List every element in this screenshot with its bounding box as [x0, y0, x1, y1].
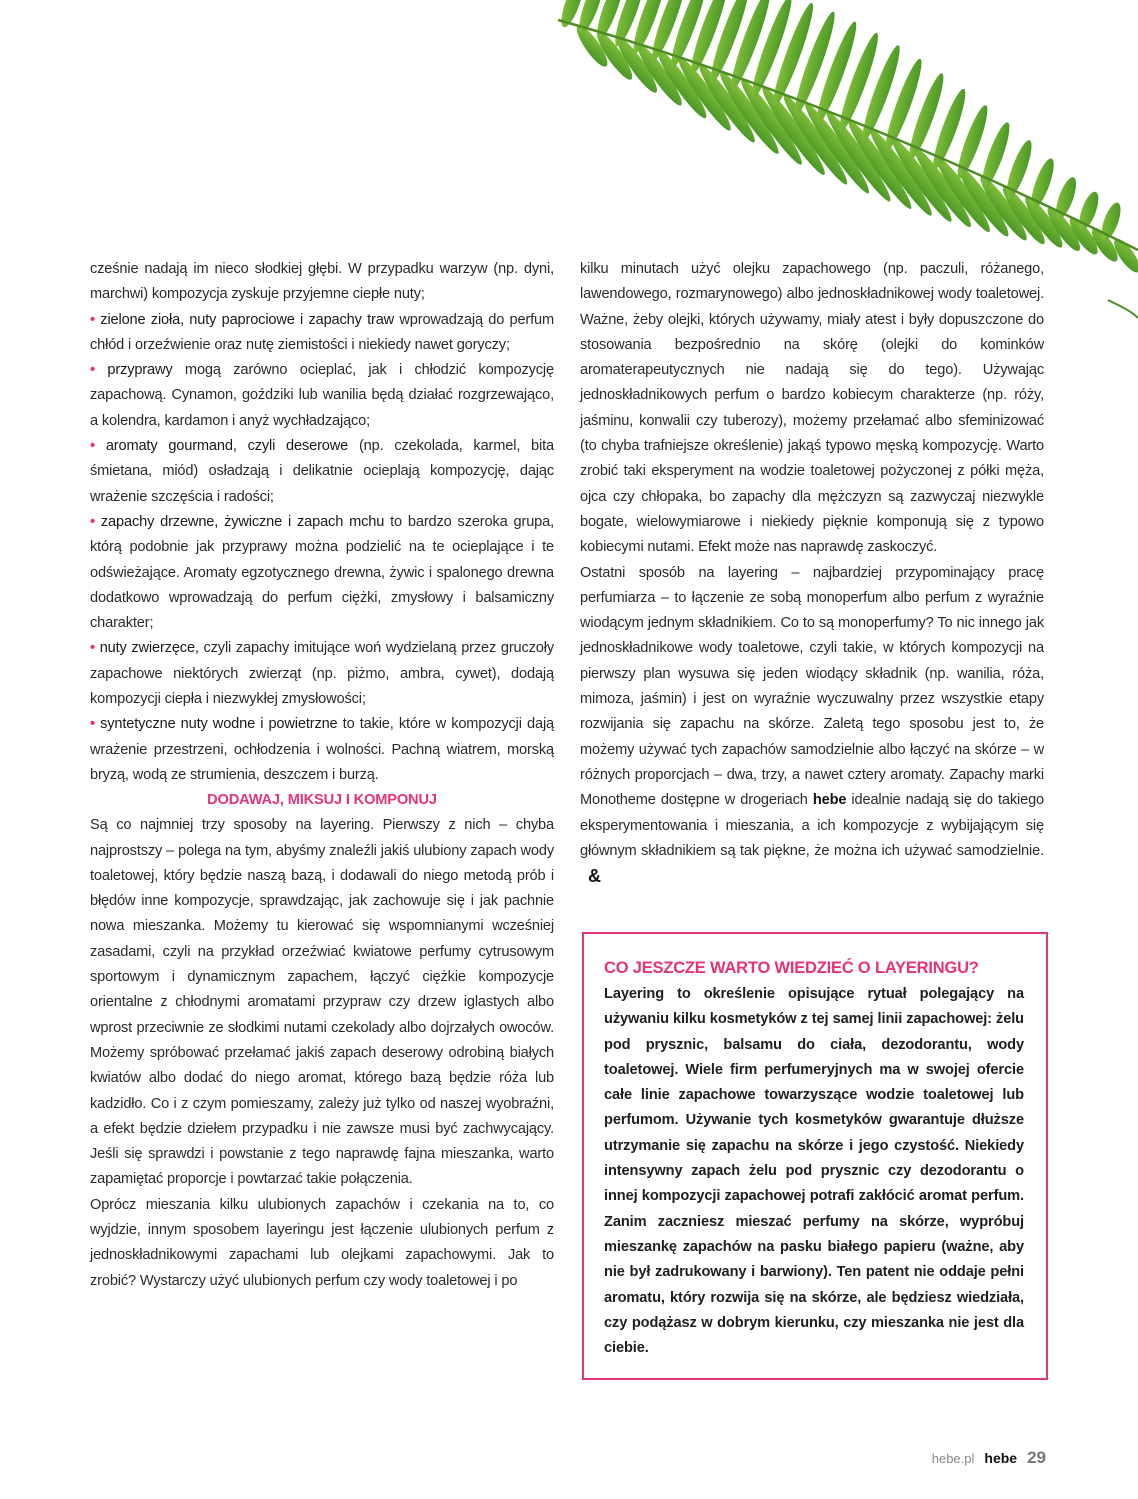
bullet-text: (np. czekolada, karmel, bita śmietana, miód) osładzają i delikatnie ocieplają kompozycję, dając wrażenie szczęścia i radości;	[90, 438, 554, 505]
bullet-icon: •	[90, 513, 95, 530]
footer-logo: hebe	[984, 1450, 1018, 1466]
intro-paragraph: cześnie nadają im nieco słodkiej głębi. W przypadku warzyw (np. dyni, marchwi) kompozycja zyskuje przyjemne ciepłe nuty;	[90, 261, 554, 303]
end-mark-icon: &	[588, 866, 601, 887]
bullet-text: to takie, które w kompozycji dają wrażenie przestrzeni, ochłodzenia i wolności. Pachną wiatrem, morską bryzą, wodą ze strumienia, deszczem i burzą.	[90, 716, 555, 783]
page-number: 29	[1027, 1448, 1046, 1467]
right-paragraph-2	[580, 561, 1044, 892]
bullet-text: mogą zarówno ocieplać, jak i chłodzić kompozycję zapachową. Cynamon, goździki lub wanilia będą działać rozgrzewająco, a kolendra, kardamon i anyż wychładzająco;	[90, 362, 554, 429]
bullet-term: aromaty gourmand, czyli deserowe	[105, 438, 349, 455]
page-footer	[932, 1448, 1046, 1468]
bullet-list	[90, 308, 554, 789]
brand-name: hebe	[812, 792, 847, 809]
footer-site: hebe.pl	[931, 1451, 975, 1466]
info-box	[582, 932, 1048, 1380]
bullet-term: zielone zioła, nuty paprociowe i zapachy traw	[100, 311, 395, 328]
info-box-body: Layering to określenie opisujące rytuał polegający na używaniu kilku kosmetyków z tej samej linii zapachowej: żelu pod prysznic, balsamu do ciała, dezodorantu, wody toaletowej. Wiele firm perfumeryjnych ma w swojej ofercie całe linie zapachowe towarzyszące wodzie toaletowej lub perfumom. Używanie tych kosmetyków gwarantuje dłuższe utrzymanie się zapachu na skórze i jego czystość. Niekiedy intensywny zapach żelu pod prysznic czy dezodorantu o innej kompozycji zapachowej potrafi zakłócić aromat perfum. Zanim zaczniesz mieszać perfumy na skórze, wypróbuj mieszankę zapachów na pasku białego papieru (ważne, aby nie był zadrukowany i barwiony). Ten patent nie oddaje pełni aromatu, który rozwija się na skórze, ale będziesz wiedziała, czy podążasz w dobrym kierunku, czy mieszanka nie jest dla ciebie.	[604, 986, 1024, 1357]
paragraph-text: Ostatni sposób na layering – najbardziej przypominający pracę perfumiarza – to łączenie ze sobą monoperfum albo perfum z wyraźnie wiodącym jednym składnikiem. Co to są monoperfumy? To nic innego jak jednoskładnikowe wody toaletowe, czyli takie, w których kompozycji na pierwszy plan wysuwa się jeden wiodący składnik (np. wanilia, róża, mimoza, jaśmin) i jest on wyraźnie wyczuwalny przez wszystkie etapy rozwijania się zapachu na skórze. Zaletą tego sposobu jest to, że możemy używać tych zapachów samodzielnie albo łączyć na skórze – w różnych proporcjach – dwa, trzy, a nawet cztery aromaty. Zapachy marki Monotheme dostępne w drogeriach	[580, 564, 1044, 809]
bullet-icon: •	[90, 716, 95, 733]
bullet-item	[90, 510, 554, 636]
bullet-item	[90, 636, 554, 712]
bullet-text: czyli zapachy imitujące woń wydzielaną przez gruczoły zapachowe niektórych zwierząt (np. piżmo, ambra, cywet), dodają kompozycji ciepła i niezwykłej zmysłowości;	[90, 640, 554, 708]
info-box-title: CO JESZCZE WARTO WIEDZIEĆ O LAYERINGU?	[604, 959, 979, 977]
section-paragraph-1: Są co najmniej trzy sposoby na layering. Pierwszy z nich – chyba najprostszy – polega na tym, abyśmy znaleźli jakiś ulubiony zapach wody toaletowej, który będzie naszą bazą, i dodawali do niego metodą prób i błędów inne kompozycje, sprawdzając, jak zachowuje się i jak pachnie nowa mieszanka. Możemy tu kierować się wspomnianymi wcześniej zasadami, czyli na przykład orzeźwiać kwiatowe perfumy cytrusowym sportowym i dynamicznym zapachem, łączyć ciężkie kompozycje orientalne z chłodnymi aromatami przypraw czy drzew iglastych albo wprost przeciwnie ze słodkimi nutami czekolady albo dojrzałych owoców. Możemy spróbować przełamać jakiś zapach deserowy odrobiną białych kwiatów albo dodać do niego aromat, którego bazą będzie róża lub kadzidło. Co i z czym pomieszamy, zależy już tylko od naszej wyobraźni, a efekt będzie dziełem przypadku i nie zawsze musi być zachwycający. Jeśli się sprawdzi i powstanie z tego naprawdę fajna mieszanka, warto zapamiętać proporcje i powtarzać takie połączenia.	[90, 817, 554, 1188]
bullet-icon: •	[90, 640, 95, 657]
fern-leaflet	[1002, 138, 1036, 201]
paragraph-text-end: idealnie nadają się do takiego eksperymentowania i mieszania, a ich kompozycje z wybijającym się głównym składnikiem są tak piękne, że można ich używać samodzielnie.	[580, 792, 1045, 859]
left-column	[90, 257, 554, 1294]
bullet-text: wprowadzają do perfum chłód i orzeźwienie oraz nutę ziemistości i niekiedy nawet goryczy;	[90, 311, 554, 353]
bullet-term: syntetyczne nuty wodne i powietrzne	[100, 716, 338, 733]
section-paragraph-2: Oprócz mieszania kilku ulubionych zapachów i czekania na to, co wyjdzie, innym sposobem layeringu jest łączenie ulubionych perfum z jednoskładnikowymi zapachami lub olejkami zapachowymi. Jak to zrobić? Wystarczy użyć ulubionych perfum czy wody toaletowej i po	[90, 1196, 554, 1289]
bullet-term: nuty zwierzęce,	[99, 640, 199, 657]
bullet-item	[90, 434, 554, 510]
right-paragraph-1: kilku minutach użyć olejku zapachowego (np. paczuli, różanego, lawendowego, rozmarynowego) albo jednoskładnikowej wody toaletowej. Ważne, żeby olejki, których używamy, miały atest i były dopuszczone do stosowania bezpośrednio na skórę (olejki do kominków aromaterapeutycznych nie nadają się do tego). Używając jednoskładnikowych perfum o bardzo kobiecym charakterze (np. róży, jaśminu, konwalii czy tuberozy), możemy przełamać albo sfeminizować (to chyba trafniejsze określenie) jakąś typowo męską kompozycję. Warto zrobić taki eksperyment na wodzie toaletowej pożyczonej z półki męża, ojca czy chłopaka, bo zapachy dla mężczyzn są zazwyczaj niezwykle bogate, wielowymiarowe i niekiedy pięknie komponują się z typowo kobiecymi nutami. Efekt może nas naprawdę zaskoczyć.	[580, 261, 1044, 556]
bullet-term: przyprawy	[107, 362, 173, 379]
bullet-item	[90, 308, 554, 359]
right-column	[580, 257, 1044, 891]
bullet-text: to bardzo szeroka grupa, którą podobnie jak przyprawy można podzielić na te ocieplające i te odświeżające. Aromaty egzotycznego drewna, żywic i spalonego drewna dodatkowo wprowadzają do perfum ciężki, zmysłowy i balsamiczny charakter;	[90, 513, 555, 632]
bullet-item	[90, 358, 554, 434]
bullet-icon: •	[90, 362, 95, 379]
bullet-icon: •	[90, 438, 95, 455]
bullet-item	[90, 712, 554, 788]
bullet-term: zapachy drzewne, żywiczne i zapach mchu	[100, 513, 385, 530]
bullet-icon: •	[90, 311, 95, 328]
section-heading: DODAWAJ, MIKSUJ I KOMPONUJ	[207, 792, 437, 809]
